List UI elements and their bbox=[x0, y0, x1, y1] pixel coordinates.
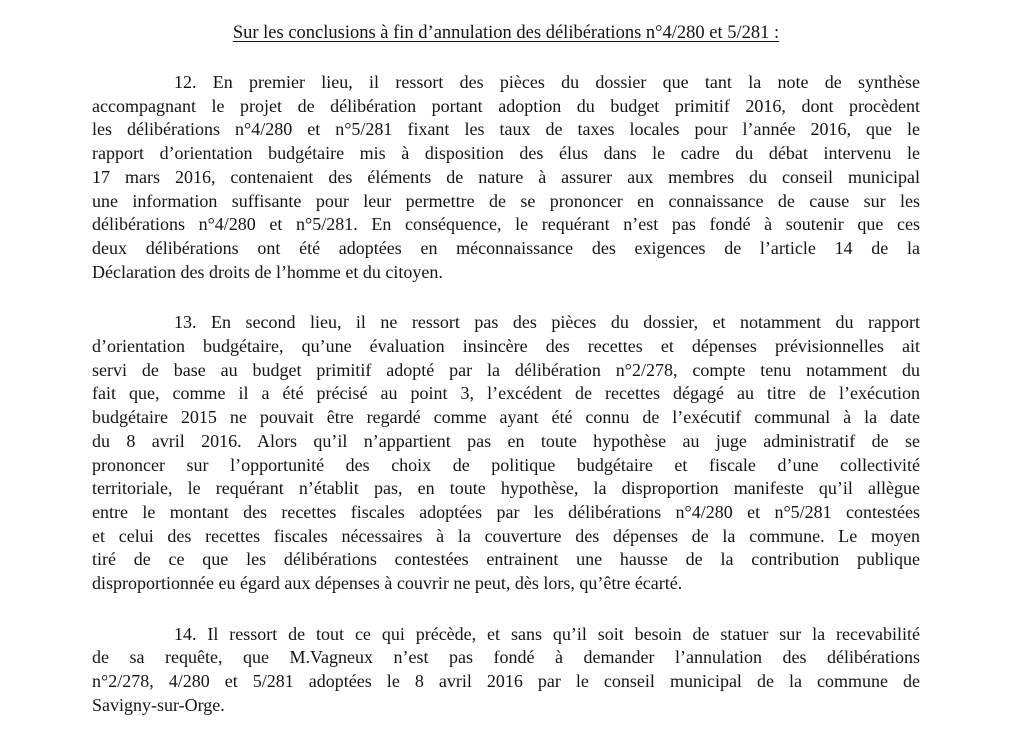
text-line: de sa requête, que M.Vagneux n’est pas fondé à demander l’annulation des délibérations bbox=[92, 647, 920, 668]
text-line: et celui des recettes fiscales nécessaires à la couverture des dépenses de la commune. Le moyen bbox=[92, 525, 920, 546]
text-line: délibérations n°4/280 et n°5/281. En conséquence, le requérant n’est pas fondé à soutenir que ces bbox=[92, 214, 920, 235]
text-line: entre le montant des recettes fiscales adoptées par les délibérations n°4/280 et n°5/281 contestées bbox=[92, 501, 920, 522]
text-line: servi de base au budget primitif adopté par la délibération n°2/278, compte tenu notamment du bbox=[92, 359, 920, 380]
text-line: Déclaration des droits de l’homme et du citoyen. bbox=[92, 261, 443, 282]
paragraph-13 bbox=[92, 311, 920, 595]
text-line: accompagnant le projet de délibération portant adoption du budget primitif 2016, dont procèdent bbox=[92, 95, 920, 116]
text-line: 12. En premier lieu, il ressort des pièces du dossier que tant la note de synthèse bbox=[174, 72, 920, 92]
text-line: les délibérations n°4/280 et n°5/281 fixant les taux de taxes locales pour l’année 2016, que le bbox=[92, 119, 920, 140]
text-line: d’orientation budgétaire, qu’une évaluation insincère des recettes et dépenses prévisionnelles ait bbox=[92, 336, 920, 357]
text-line: 14. Il ressort de tout ce qui précède, et sans qu’il soit besoin de statuer sur la recevabilité bbox=[174, 623, 920, 644]
text-line: une information suffisante pour leur permettre de se prononcer en connaissance de cause sur les bbox=[92, 190, 920, 211]
text-line: rapport d’orientation budgétaire mis à disposition des élus dans le cadre du débat intervenu le bbox=[92, 143, 920, 164]
text-line: n°2/278, 4/280 et 5/281 adoptées le 8 avril 2016 par le conseil municipal de la commune de bbox=[92, 671, 920, 692]
text-line: 17 mars 2016, contenaient des éléments de nature à assurer aux membres du conseil municipal bbox=[92, 166, 920, 187]
section-heading: Sur les conclusions à fin d’annulation des délibérations n°4/280 et 5/281 : bbox=[232, 23, 780, 43]
paragraph-12 bbox=[92, 71, 920, 284]
text-line: territoriale, le requérant n’établit pas, en toute hypothèse, la disproportion manifeste qu’il allègue bbox=[92, 478, 920, 499]
document-body bbox=[92, 71, 920, 718]
text-line: Savigny-sur-Orge. bbox=[92, 694, 225, 715]
text-line: tiré de ce que les délibérations contestées entrainent une hausse de la contribution publique bbox=[92, 549, 920, 570]
paragraph-14 bbox=[92, 623, 920, 718]
text-line: fait que, comme il a été précisé au point 3, l’excédent de recettes dégagé au titre de l’exécution bbox=[92, 383, 920, 404]
text-line: prononcer sur l’opportunité des choix de politique budgétaire et fiscale d’une collectivité bbox=[92, 454, 920, 475]
text-line: deux délibérations ont été adoptées en méconnaissance des exigences de l’article 14 de la bbox=[92, 237, 920, 258]
text-line: budgétaire 2015 ne pouvait être regardé comme ayant été connu de l’exécutif communal à la date bbox=[92, 407, 920, 428]
text-line: disproportionnée eu égard aux dépenses à couvrir ne peut, dès lors, qu’être écarté. bbox=[92, 573, 683, 594]
text-line: du 8 avril 2016. Alors qu’il n’appartient pas en toute hypothèse au juge administratif de se bbox=[92, 430, 920, 451]
text-line: 13. En second lieu, il ne ressort pas des pièces du dossier, et notamment du rapport bbox=[174, 312, 920, 333]
